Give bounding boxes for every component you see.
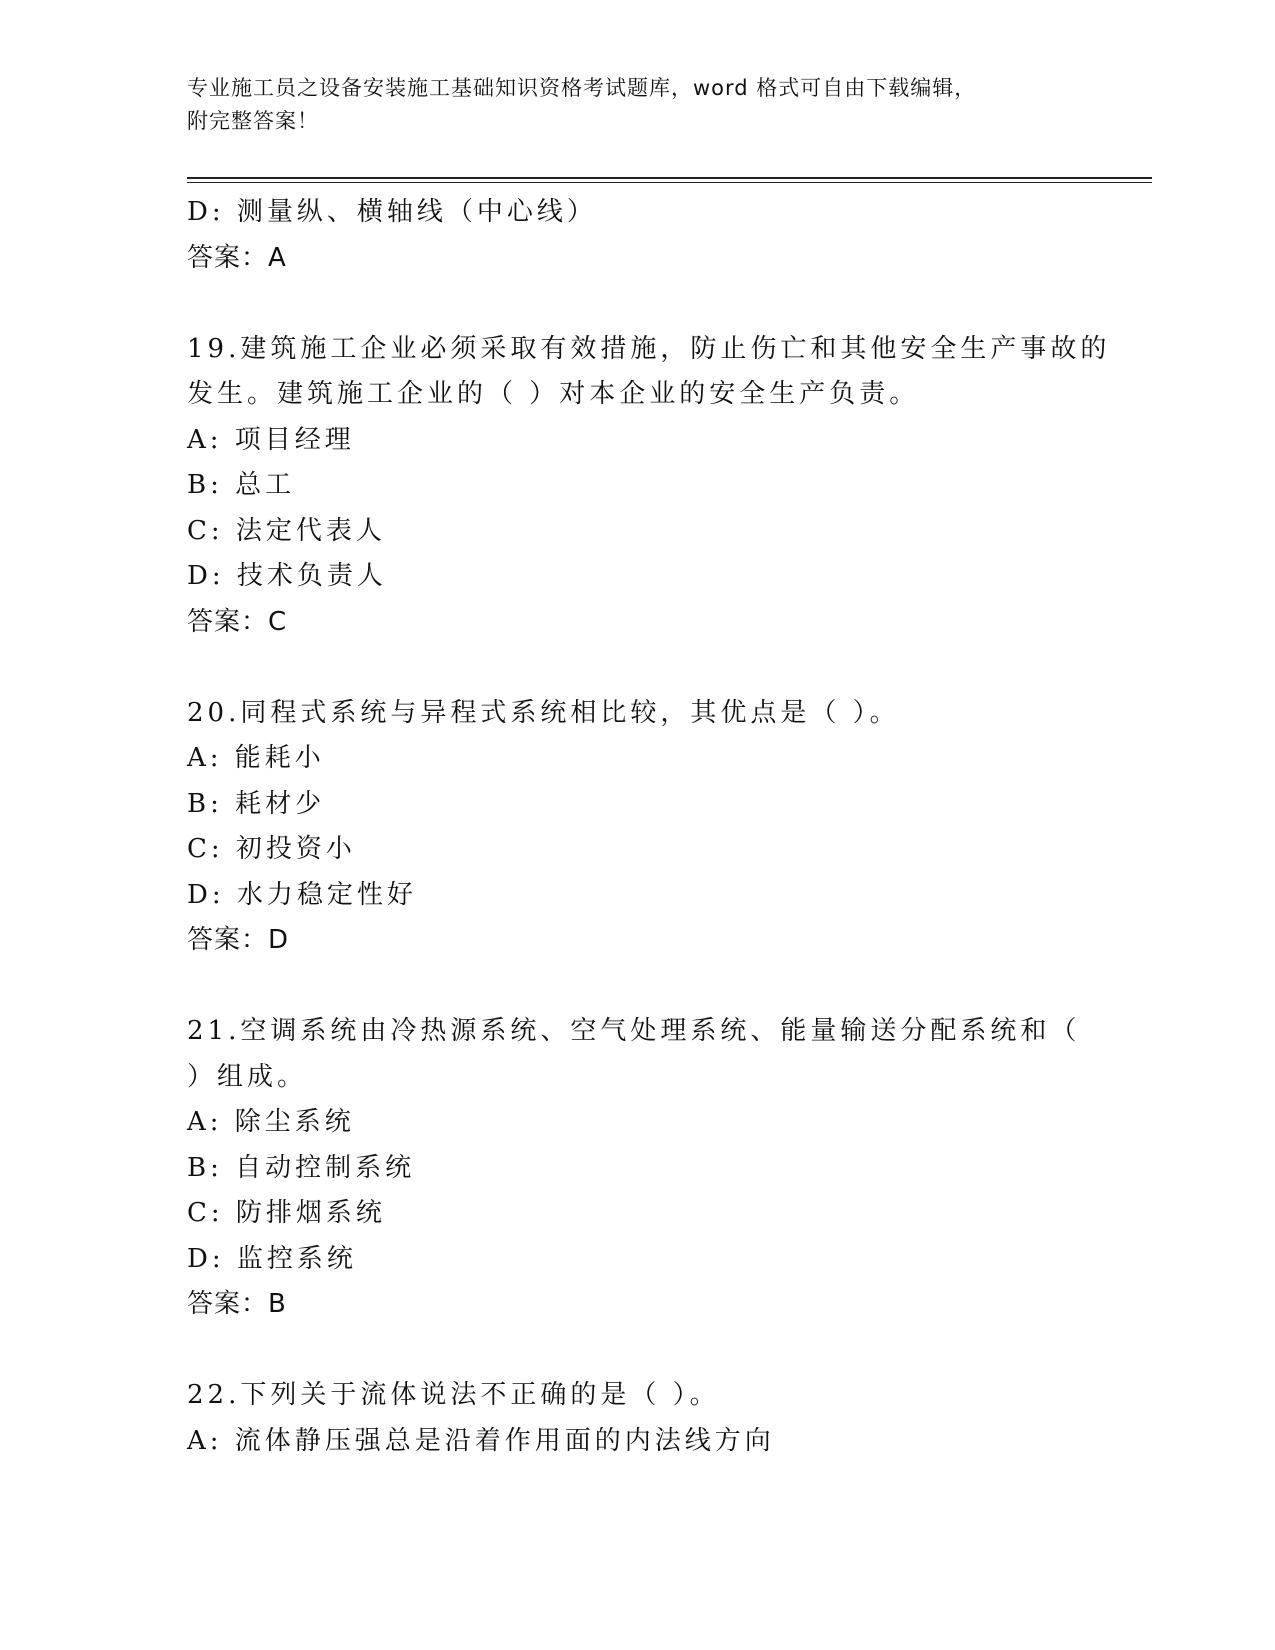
option-c: C: 防排烟系统 xyxy=(187,1198,386,1228)
header-divider-thick xyxy=(187,177,1152,179)
spacer xyxy=(187,645,1087,691)
option-d: D: 水力稳定性好 xyxy=(187,879,417,910)
answer: 答案：D xyxy=(187,925,290,955)
page-header xyxy=(187,72,1067,138)
question-21 xyxy=(187,1009,1087,1328)
header-line-1: 专业施工员之设备安装施工基础知识资格考试题库，word 格式可自由下载编辑， xyxy=(187,76,977,100)
option-c: C: 法定代表人 xyxy=(187,515,386,546)
option-c: C: 初投资小 xyxy=(187,834,356,864)
option-d: D: 监控系统 xyxy=(187,1243,357,1274)
spacer xyxy=(187,964,1087,1010)
option-a: A: 能耗小 xyxy=(187,743,325,773)
spacer xyxy=(187,281,1087,327)
question-20 xyxy=(187,691,1087,964)
prev-answer: 答案：A xyxy=(187,242,287,273)
answer: 答案：B xyxy=(187,1289,287,1319)
question-stem: 发生。建筑施工企业的（ ）对本企业的安全生产负责。 xyxy=(187,379,920,409)
option-d: D: 技术负责人 xyxy=(187,561,387,591)
spacer xyxy=(187,1328,1087,1374)
question-stem: ）组成。 xyxy=(187,1061,308,1092)
option-a: A: 项目经理 xyxy=(187,424,355,455)
header-divider-thin xyxy=(187,182,1152,183)
option-b: B: 总工 xyxy=(187,470,296,500)
question-stem: 21.空调系统由冷热源系统、空气处理系统、能量输送分配系统和（ xyxy=(187,1016,1081,1046)
question-22 xyxy=(187,1373,1087,1464)
question-stem: 19.建筑施工企业必须采取有效措施，防止伤亡和其他安全生产事故的 xyxy=(187,333,1111,364)
option-a: A: 流体静压强总是沿着作用面的内法线方向 xyxy=(187,1425,775,1456)
option-a: A: 除尘系统 xyxy=(187,1107,355,1137)
question-19 xyxy=(187,327,1111,646)
prev-option-d: D: 测量纵、横轴线（中心线） xyxy=(187,197,597,227)
question-stem: 20.同程式系统与异程式系统相比较，其优点是（ ）。 xyxy=(187,697,900,728)
question-stem: 22.下列关于流体说法不正确的是（ ）。 xyxy=(187,1380,720,1410)
option-b: B: 耗材少 xyxy=(187,788,326,819)
answer: 答案：C xyxy=(187,606,288,637)
option-b: B: 自动控制系统 xyxy=(187,1152,416,1183)
question-content xyxy=(187,190,1111,1464)
header-line-2: 附完整答案！ xyxy=(187,109,319,133)
